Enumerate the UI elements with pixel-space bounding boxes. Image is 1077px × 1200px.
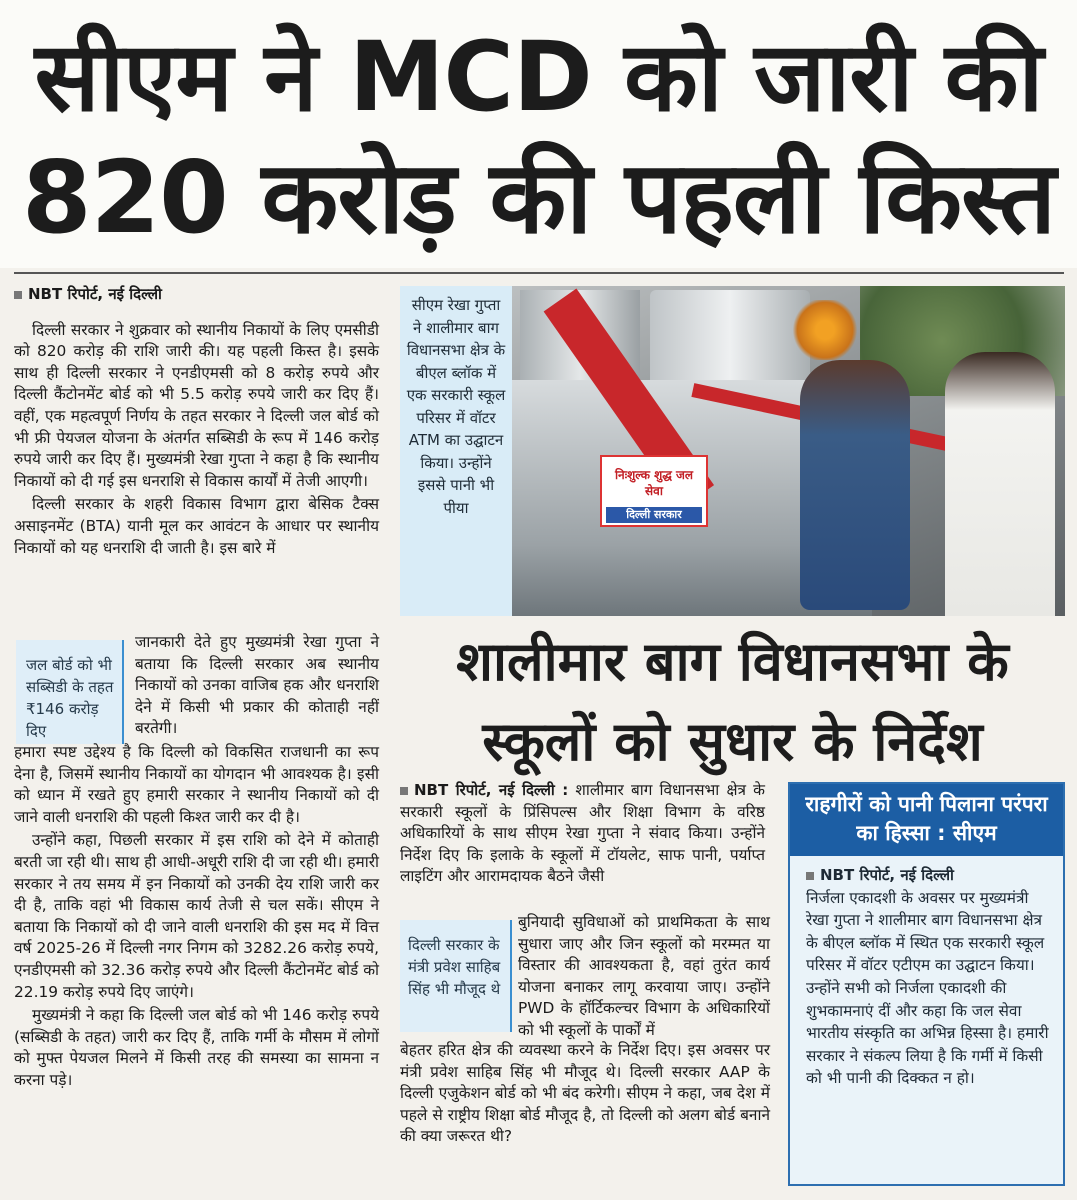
second-para-1c	[400, 1040, 770, 1150]
photo-sign-sub: दिल्ली सरकार	[606, 507, 702, 523]
photo-marigold	[790, 300, 860, 360]
sidebar-byline	[806, 864, 1053, 887]
sidebar-body	[790, 856, 1063, 1090]
headline-line-2: 820 करोड़ की पहली किस्त	[22, 139, 1055, 256]
sidebar-text: निर्जला एकादशी के अवसर पर मुख्यमंत्री रेखा गुप्ता ने शालीमार बाग विधानसभा क्षेत्र के बीएल ब्लॉक में स्थित एक सरकारी स्कूल परिसर में वॉटर एटीएम का उद्घाटन किया। उन्होंने सभी को निर्जला एकादशी की शुभकामनाएं दीं और कहा कि जल सेवा भारतीय संस्कृति का अभिन्न हिस्सा है। हमारी सरकार ने संकल्प लिया है कि गर्मी में किसी को भी पानी की दिक्कत न हो।	[806, 888, 1049, 1088]
second-byline-text: NBT रिपोर्ट, नई दिल्ली :	[414, 781, 569, 799]
main-story-top	[14, 284, 379, 561]
second-byline	[400, 781, 568, 799]
second-para-1c-text: बेहतर हरित क्षेत्र की व्यवस्था करने के निर्देश दिए। इस अवसर पर मंत्री प्रवेश साहिब सिंह भी मौजूद थे। दिल्ली सरकार AAP के दिल्ली एजुकेशन बोर्ड को भी बंद करेगी। सीएम ने कहा, जब देश में पहले से राष्ट्रीय शिक्षा बोर्ड मौजूद है, तो दिल्ली को अलग बोर्ड बनाने की क्या जरूरत थी?	[400, 1041, 770, 1146]
photo-sign-text: निःशुल्क शुद्ध जल सेवा	[614, 468, 694, 498]
bullet-square-icon	[400, 787, 408, 795]
main-para-2b	[135, 632, 379, 742]
second-para-1: शालीमार बाग विधानसभा क्षेत्र के सरकारी स्कूलों के प्रिंसिपल्स और शिक्षा विभाग के वरिष्ठ अधिकारियों के साथ सीएम रेखा गुप्ता ने संवाद किया। उन्होंने निर्देश दिए कि इलाके के स्कूलों में टॉयलेट, साफ पानी, पर्याप्त लाइटिंग और आरामदायक बैठने जैसी	[400, 781, 765, 886]
photo-caption: सीएम रेखा गुप्ता ने शालीमार बाग विधानसभा क्षेत्र के बीएल ब्लॉक में एक सरकारी स्कूल परिसर में वॉटर ATM का उद्घाटन किया। उन्होंने इससे पानी भी पीया	[400, 286, 512, 616]
main-byline-text: NBT रिपोर्ट, नई दिल्ली	[28, 285, 162, 303]
bullet-square-icon	[806, 872, 814, 880]
headline-block	[0, 0, 1077, 268]
main-para-1: दिल्ली सरकार ने शुक्रवार को स्थानीय निकायों के लिए एमसीडी को 820 करोड़ की राशि जारी की। यह पहली किस्त है। इसके साथ ही दिल्ली सरकार ने एनडीएमसी को 8 करोड़ रुपये और दिल्ली कैंटोनमेंट बोर्ड को भी 5.5 करोड़ रुपये जारी कर दिए हैं। वहीं, एक महत्वपूर्ण निर्णय के तहत सरकार ने दिल्ली जल बोर्ड को भी फ्री पेयजल योजना के अंतर्गत सब्सिडी के रूप में 146 करोड़ रुपये जारी कर दिए हैं। मुख्यमंत्री रेखा गुप्ता ने कहा है कि स्थानीय निकायों को दी गई इस धनराशि से विकास कार्यों में तेजी आएगी।	[14, 320, 379, 490]
main-para-3: उन्होंने कहा, पिछली सरकार में इस राशि को देने में कोताही बरती जा रही थी। साथ ही आधी-अधूरी राशि दी जा रही थी। हमारी सरकार ने तय समय में इन निकायों को उनकी देय राशि जारी कर दी है, ताकि वहां भी विकास कार्य तेजी से चल सकें। सीएम ने बताया कि निकायों को दी जाने वाली धनराशि की इस मद में वित्त वर्ष 2025-26 में दिल्ली नगर निगम को 3282.26 करोड़ रुपये, एनडीएमसी को 32.36 करोड़ रुपये और दिल्ली कैंटोनमेंट बोर्ड को 22.19 करोड़ रुपये दिए जाएंगे।	[14, 831, 379, 1001]
second-para-1b-text: बुनियादी सुविधाओं को प्राथमिकता के साथ सुधारा जाए और जिन स्कूलों को मरम्मत या विस्तार की आवश्यकता है, वहां तुरंत कार्य योजना बनाकर लागू करवाया जाए। उन्होंने PWD के हॉर्टिकल्चर विभाग के अधिकारियों को भी स्कूलों के पार्कों में	[518, 913, 770, 1039]
sidebar-byline-text: NBT रिपोर्ट, नई दिल्ली	[820, 866, 954, 884]
bullet-square-icon	[14, 291, 22, 299]
photo-woman-figure	[800, 360, 910, 610]
main-story-bottom	[14, 742, 379, 1094]
headline-line-1: सीएम ने MCD को जारी की	[34, 21, 1043, 133]
second-headline: शालीमार बाग विधानसभा के स्कूलों को सुधार के निर्देश	[456, 630, 1009, 773]
main-byline	[14, 284, 379, 306]
main-para-4: मुख्यमंत्री ने कहा कि दिल्ली जल बोर्ड को भी 146 करोड़ रुपये (सब्सिडी के तहत) जारी कर दिए हैं, ताकि गर्मी के मौसम में लोगों को मुफ्त पेयजल मिलने में किसी तरह की समस्या का सामना न करना पड़े।	[14, 1006, 379, 1089]
pullquote-minister: दिल्ली सरकार के मंत्री प्रवेश साहिब सिंह भी मौजूद थे	[400, 920, 512, 1032]
second-story-top	[400, 780, 765, 890]
sidebar-box	[788, 782, 1065, 1186]
photo-man-figure	[945, 352, 1055, 616]
divider	[14, 272, 1064, 274]
pullquote-jal-board: जल बोर्ड को भी सब्सिडी के तहत ₹146 करोड़ दिए	[16, 640, 124, 744]
main-para-2b-text: जानकारी देते हुए मुख्यमंत्री रेखा गुप्ता ने बताया कि दिल्ली सरकार अब स्थानीय निकायों को उनका वाजिब हक और धनराशि देने में किसी भी प्रकार की कोताही नहीं बरतेगी।	[135, 633, 379, 738]
second-para-1b	[518, 912, 770, 1044]
sidebar-title: राहगीरों को पानी पिलाना परंपरा का हिस्सा : सीएम	[790, 784, 1063, 856]
main-para-2: दिल्ली सरकार के शहरी विकास विभाग द्वारा बेसिक टैक्स असाइनमेंट (BTA) यानी मूल कर आवंटन के आधार पर स्थानीय निकायों को यह धनराशि दी जाती है। इस बारे में	[14, 495, 379, 557]
photo-atm-sign	[600, 455, 708, 527]
main-para-2c: हमारा स्पष्ट उद्देश्य है कि दिल्ली को विकसित राजधानी का रूप देना है, जिसमें स्थानीय निकायों का योगदान भी आवश्यक है। इसी को ध्यान में रखते हुए हमारी सरकार ने स्थानीय निकायों को दी जाने वाली धनराशि की पहली किश्त जारी कर दी है।	[14, 743, 379, 826]
